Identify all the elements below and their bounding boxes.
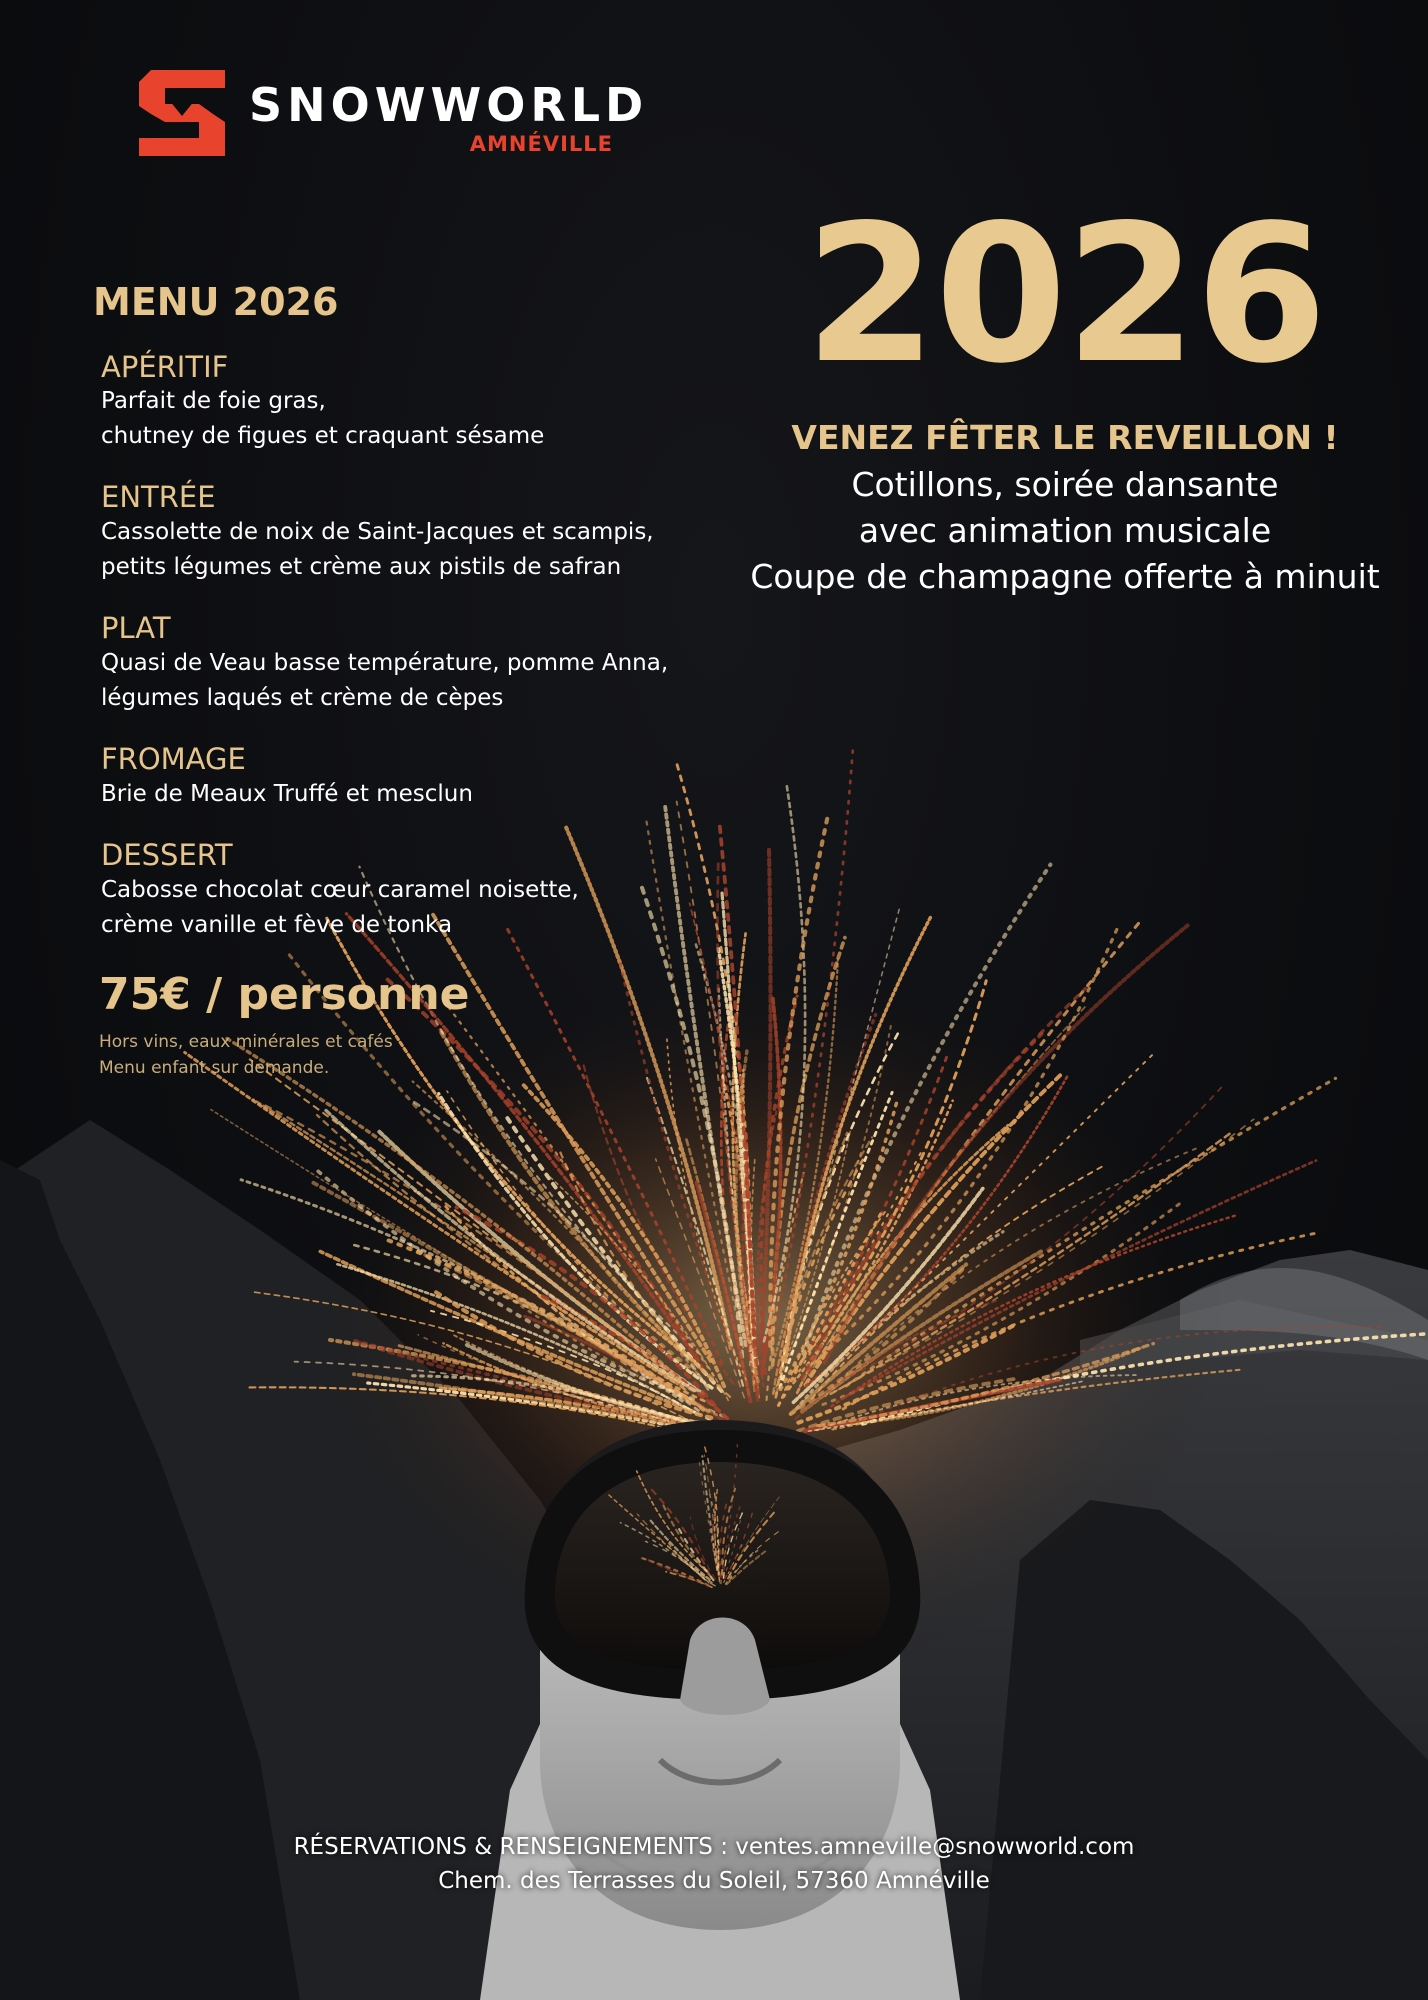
event-title: VENEZ FÊTER LE REVEILLON ! [791, 418, 1339, 457]
course-line: crème vanille et fève de tonka [101, 911, 453, 938]
course-name: APÉRITIF [101, 349, 229, 384]
event-section [740, 414, 1390, 600]
course-line: Cabosse chocolat cœur caramel noisette, [101, 876, 579, 903]
course-line: petits légumes et crème aux pistils de safran [101, 554, 622, 581]
course-name: DESSERT [101, 837, 233, 872]
course-aperitif [101, 350, 733, 455]
course-line: Cassolette de noix de Saint-Jacques et scampis, [101, 519, 654, 546]
brand-location: AMNÉVILLE [469, 132, 613, 156]
price-note: Hors vins, eaux minérales et cafés [99, 1032, 393, 1053]
course-description [101, 515, 733, 585]
menu-price: 75€ / personne [99, 968, 470, 1020]
course-line: Brie de Meaux Truffé et mesclun [101, 780, 473, 807]
menu-section [93, 280, 733, 1081]
course-name: ENTRÉE [101, 480, 216, 515]
course-name: FROMAGE [101, 741, 246, 776]
course-line: Quasi de Veau basse température, pomme Anna, [101, 649, 669, 676]
course-description [101, 873, 733, 943]
footer [0, 1830, 1428, 1898]
course-line: Parfait de foie gras, [101, 388, 326, 415]
brand-name: SNOWWORLD [249, 78, 649, 132]
event-line: Cotillons, soirée dansante [851, 465, 1279, 504]
course-description [101, 646, 733, 716]
event-line: Coupe de champagne offerte à minuit [750, 557, 1380, 596]
course-line: légumes laqués et crème de cèpes [101, 684, 504, 711]
brand-logo[interactable] [139, 70, 649, 162]
reservations-contact[interactable]: RÉSERVATIONS & RENSEIGNEMENTS : ventes.amneville@snowworld.com [293, 1834, 1135, 1860]
course-name: PLAT [101, 611, 171, 646]
course-plat [101, 611, 733, 716]
course-fromage [101, 742, 733, 812]
course-description [101, 777, 733, 812]
course-dessert [101, 838, 733, 943]
address: Chem. des Terrasses du Soleil, 57360 Amnéville [438, 1868, 990, 1894]
price-note: Menu enfant sur demande. [99, 1058, 330, 1079]
snowworld-logo-icon [139, 70, 225, 156]
course-line: chutney de figues et craquant sésame [101, 423, 545, 450]
event-year: 2026 [804, 184, 1326, 405]
event-line: avec animation musicale [858, 511, 1272, 550]
skier-figure [480, 1420, 960, 2000]
course-entree [101, 480, 733, 585]
menu-title: MENU 2026 [93, 280, 339, 324]
course-description [101, 384, 733, 454]
